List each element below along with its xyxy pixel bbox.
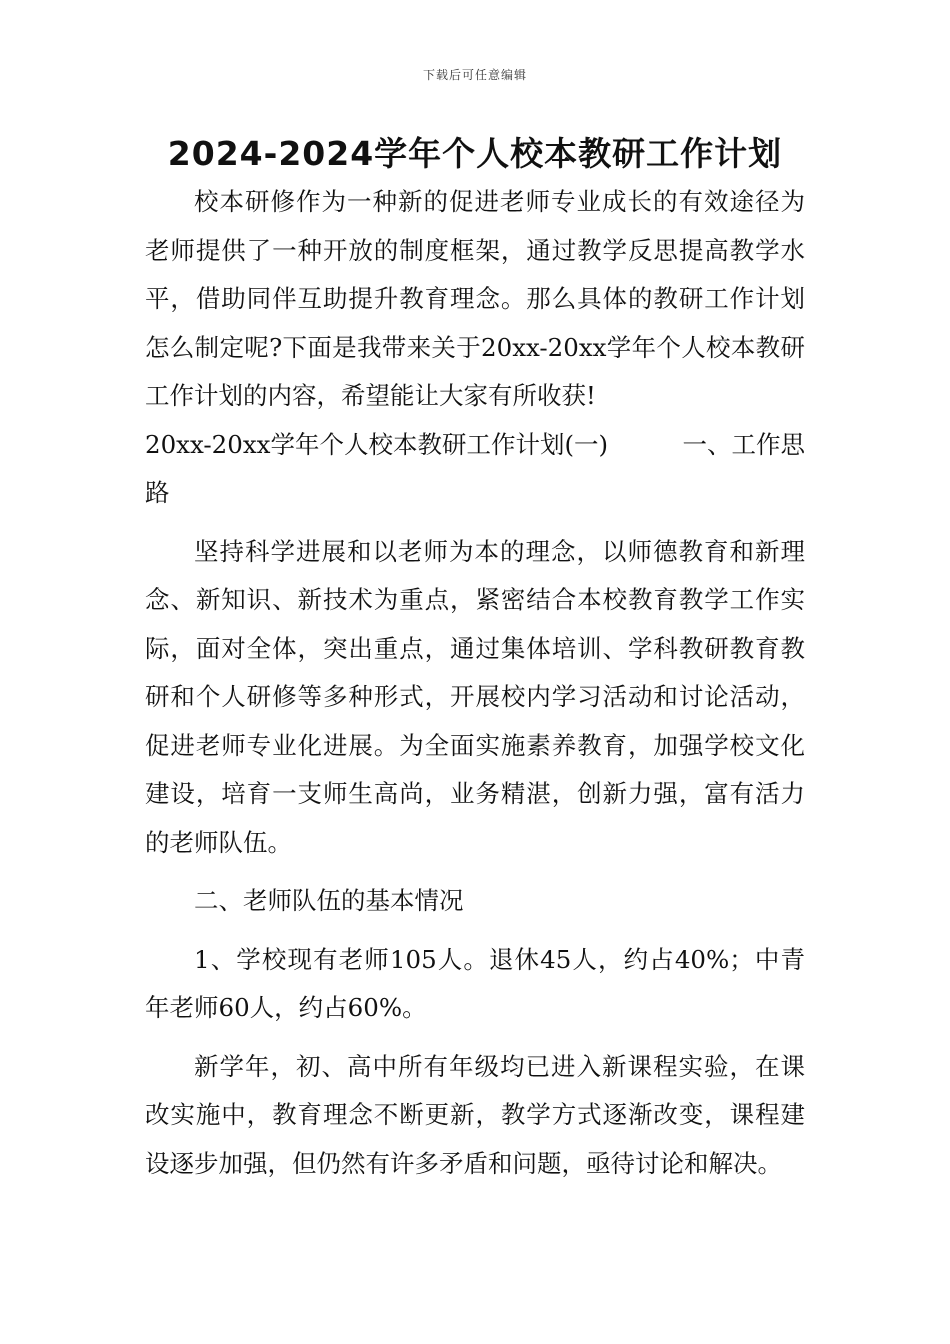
section2-paragraph: 新学年，初、高中所有年级均已进入新课程实验，在课改实施中，教育理念不断更新，教学方式逐渐改变，课程建设逐步加强，但仍然有许多矛盾和问题，亟待讨论和解决。: [145, 1051, 805, 1178]
section1-heading-part2: 路: [145, 478, 170, 507]
header-note: 下载后可任意编辑: [422, 68, 527, 82]
intro-paragraph: 校本研修作为一种新的促进老师专业成长的有效途径为老师提供了一种开放的制度框架，通过教学反思提高教学水平，借助同伴互助提升教育理念。那么具体的教研工作计划怎么制定呢?下面是我带来关于20xx-20xx学年个人校本教研工作计划的内容，希望能让大家有所收获!: [145, 187, 805, 410]
section2-heading: 二、老师队伍的基本情况: [194, 886, 464, 915]
document-body: [145, 178, 805, 1188]
section1-heading-part1: 一、工作思: [682, 429, 805, 459]
document-title: 2024-2024学年个人校本教研工作计划: [167, 134, 783, 173]
plan-heading: 20xx-20xx学年个人校本教研工作计划(一): [145, 429, 609, 459]
plan-heading-line: [145, 421, 805, 470]
section1-paragraph: 坚持科学进展和以老师为本的理念，以师德教育和新理念、新知识、新技术为重点，紧密结合本校教育教学工作实际，面对全体，突出重点，通过集体培训、学科教研教育教研和个人研修等多种形式，开展校内学习活动和讨论活动，促进老师专业化进展。为全面实施素养教育，加强学校文化建设，培育一支师生高尚，业务精湛，创新力强，富有活力的老师队伍。: [145, 536, 805, 857]
section2-item1: 1、学校现有老师105人。退休45人，约占40%；中青年老师60人，约占60%。: [145, 944, 805, 1022]
